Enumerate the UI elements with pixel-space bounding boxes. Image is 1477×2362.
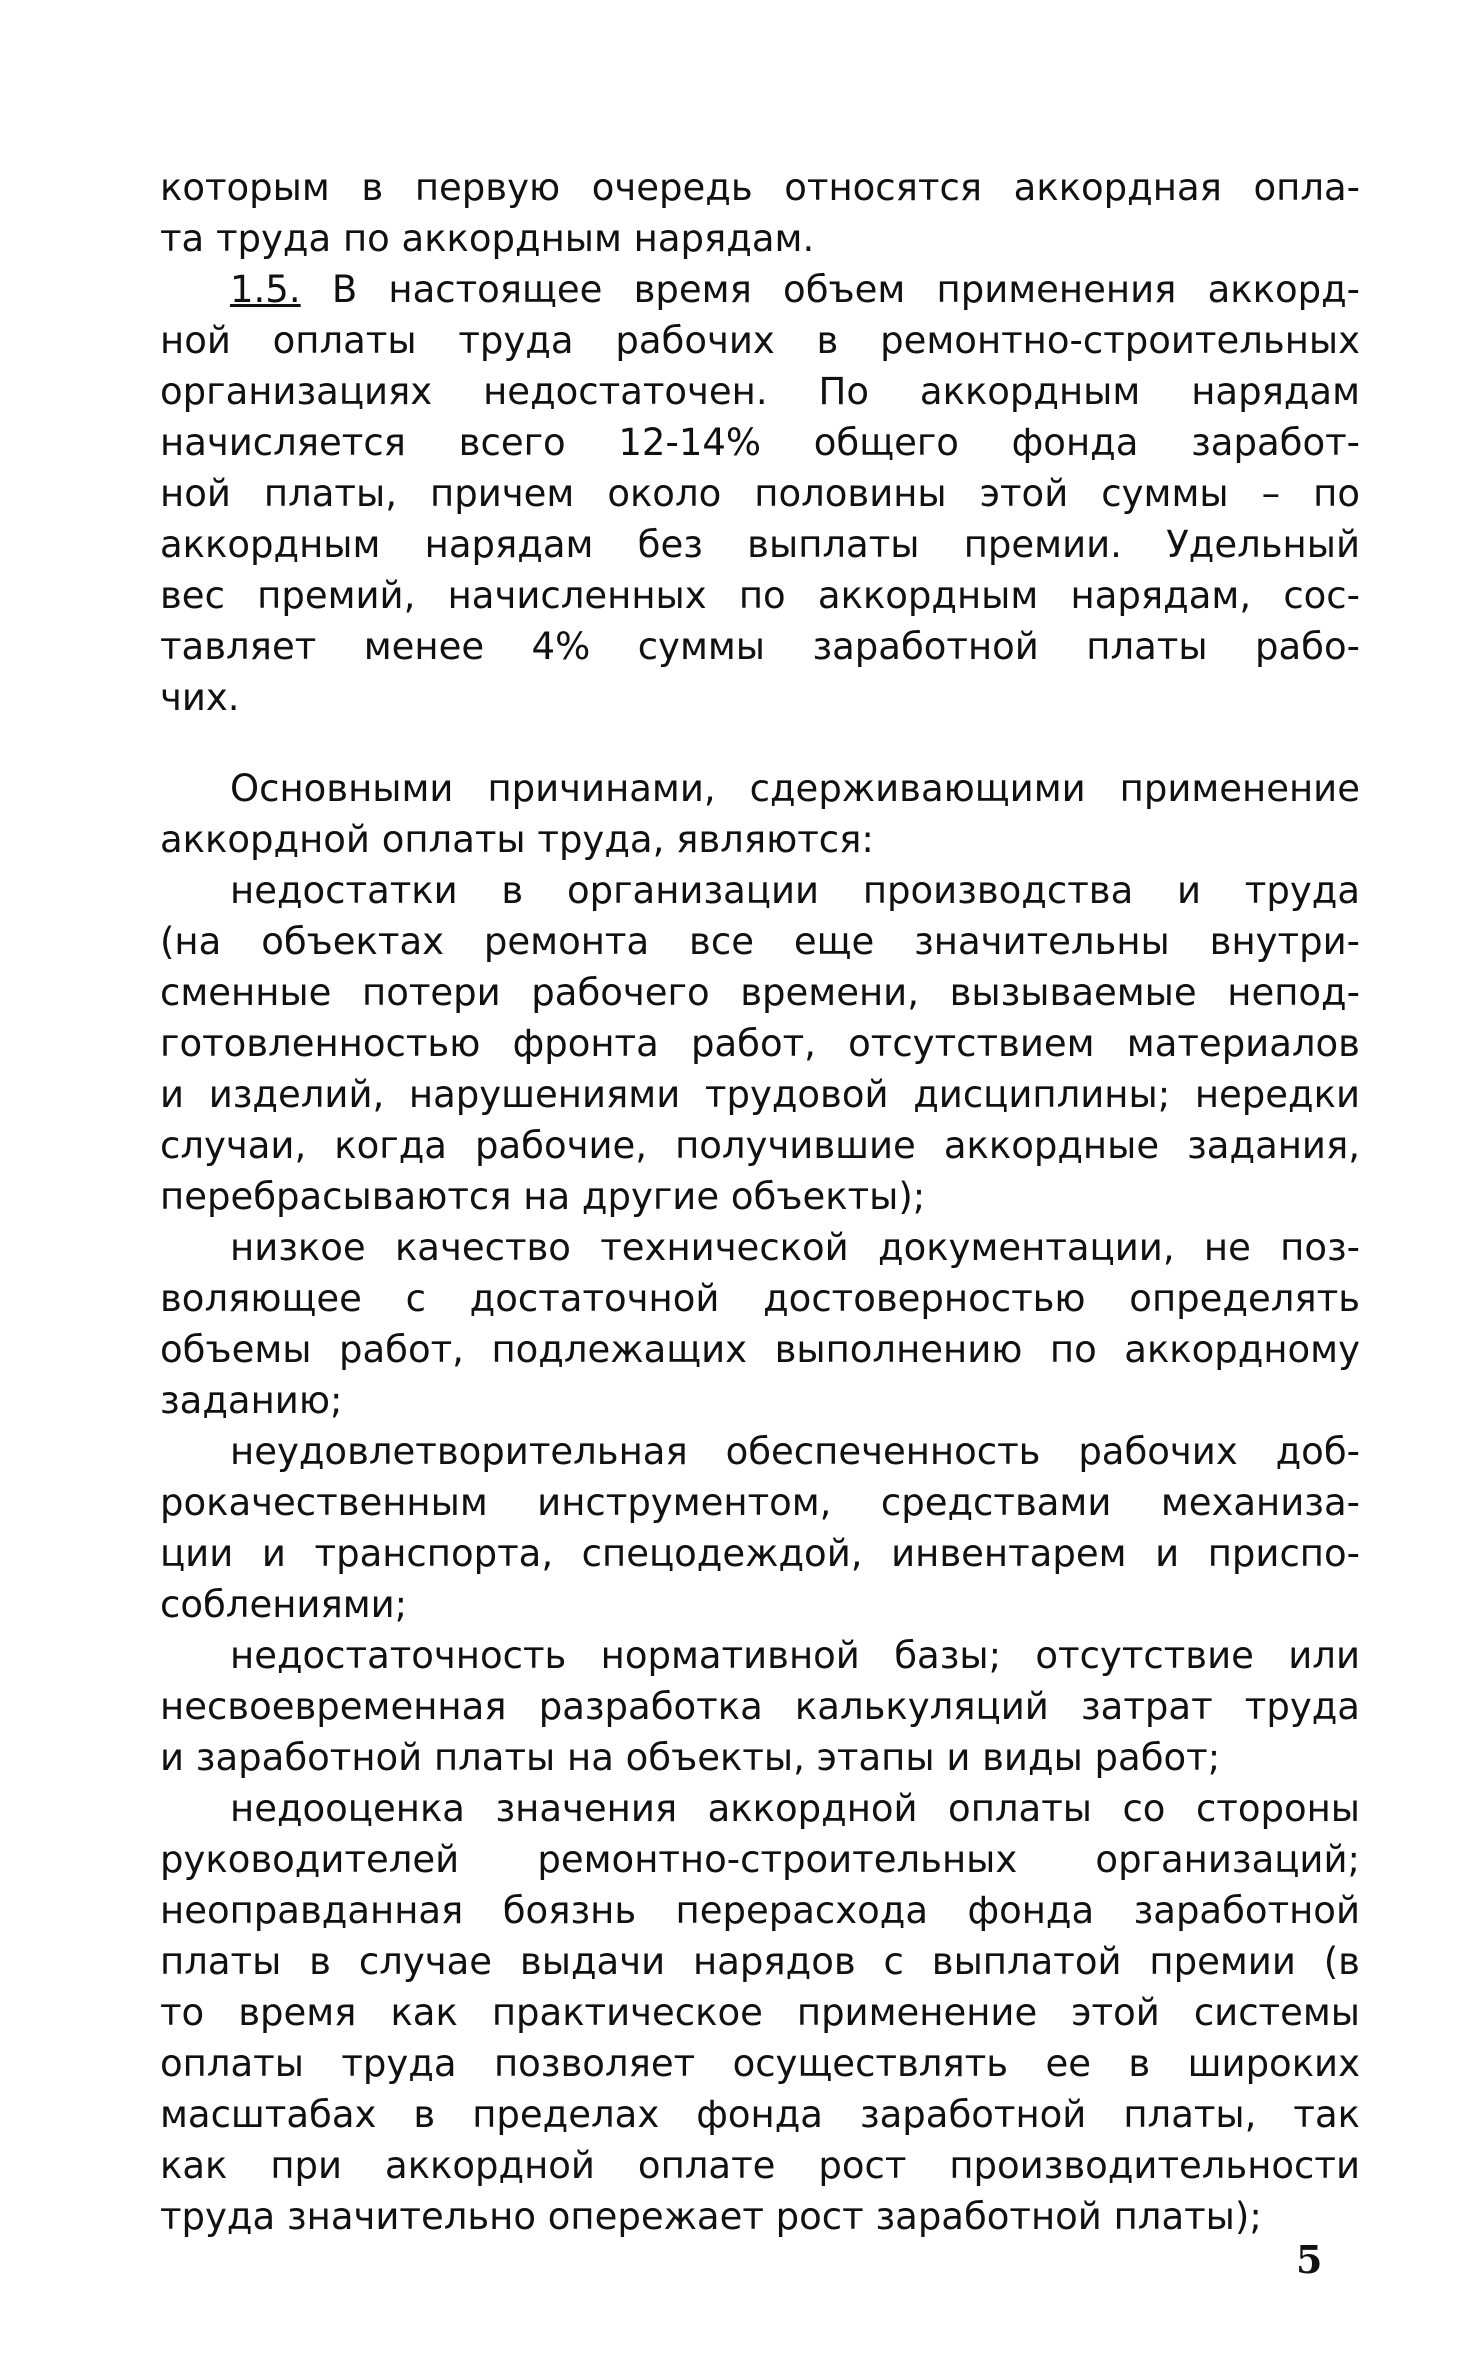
text-line: платы в случае выдачи нарядов с выплатой премии (в	[160, 1940, 1360, 1983]
text-line: то время как практическое применение этой системы	[160, 1991, 1360, 2034]
text-line: чих.	[160, 676, 240, 719]
text-line: масштабах в пределах фонда заработной платы, так	[160, 2093, 1360, 2136]
list-item-reason-3	[160, 1426, 1360, 1630]
paragraph-intro	[160, 162, 1360, 264]
text-line: организациях недостаточен. По аккордным нарядам	[160, 370, 1360, 413]
text-line: недостатки в организации производства и труда	[230, 869, 1360, 912]
text-line: труда значительно опережает рост заработной платы);	[160, 2195, 1262, 2238]
text-line: сменные потери рабочего времени, вызываемые непод-	[160, 971, 1360, 1014]
text-line: ной платы, причем около половины этой суммы – по	[160, 472, 1360, 515]
text-line: перебрасываются на другие объекты);	[160, 1175, 926, 1218]
text-line: недостаточность нормативной базы; отсутствие или	[230, 1634, 1360, 1677]
text-line: ции и транспорта, спецодеждой, инвентарем и приспо-	[160, 1532, 1360, 1575]
text-line: тавляет менее 4% суммы заработной платы рабо-	[160, 625, 1360, 668]
text-line: готовленностью фронта работ, отсутствием материалов	[160, 1022, 1360, 1065]
text-line: случаи, когда рабочие, получившие аккордные задания,	[160, 1124, 1360, 1167]
text-line: несвоевременная разработка калькуляций затрат труда	[160, 1685, 1360, 1728]
list-item-reason-5	[160, 1783, 1360, 2242]
text-line: та труда по аккордным нарядам.	[160, 217, 815, 260]
text-line: которым в первую очередь относятся аккордная опла-	[160, 166, 1360, 209]
page-number: 5	[1296, 2237, 1323, 2282]
paragraph-reasons	[160, 763, 1360, 865]
paragraph-gap	[160, 723, 1360, 763]
text-line: Основными причинами, сдерживающими применение	[230, 767, 1360, 810]
text-line: руководителей ремонтно-строительных организаций;	[160, 1838, 1360, 1881]
text-line: низкое качество технической документации, не поз-	[230, 1226, 1360, 1269]
text-line: оплаты труда позволяет осуществлять ее в широких	[160, 2042, 1360, 2085]
text-line: объемы работ, подлежащих выполнению по аккордному	[160, 1328, 1360, 1371]
text-line: вес премий, начисленных по аккордным нарядам, сос-	[160, 574, 1360, 617]
text-line: (на объектах ремонта все еще значительны внутри-	[160, 920, 1360, 963]
text-line: рокачественным инструментом, средствами механиза-	[160, 1481, 1360, 1524]
text-line: аккордной оплаты труда, являются:	[160, 818, 874, 861]
text-line: недооценка значения аккордной оплаты со стороны	[230, 1787, 1360, 1830]
paragraph-1-5	[160, 264, 1360, 723]
text-fragment: В настоящее время объем применения аккорд-	[331, 268, 1360, 311]
text-line: аккордным нарядам без выплаты премии. Удельный	[160, 523, 1360, 566]
page-body	[160, 162, 1360, 2242]
text-line: и изделий, нарушениями трудовой дисциплины; нередки	[160, 1073, 1360, 1116]
section-number: 1.5.	[230, 268, 301, 311]
list-item-reason-2	[160, 1222, 1360, 1426]
list-item-reason-1	[160, 865, 1360, 1222]
text-line: неоправданная боязнь перерасхода фонда заработной	[160, 1889, 1360, 1932]
text-line: воляющее с достаточной достоверностью определять	[160, 1277, 1360, 1320]
list-item-reason-4	[160, 1630, 1360, 1783]
text-line: как при аккордной оплате рост производительности	[160, 2144, 1360, 2187]
text-line: неудовлетворительная обеспеченность рабочих доб-	[230, 1430, 1360, 1473]
text-line: заданию;	[160, 1379, 343, 1422]
text-line: начисляется всего 12-14% общего фонда заработ-	[160, 421, 1360, 464]
text-line: ной оплаты труда рабочих в ремонтно-строительных	[160, 319, 1360, 362]
text-line: и заработной платы на объекты, этапы и виды работ;	[160, 1736, 1221, 1779]
text-line: соблениями;	[160, 1583, 408, 1626]
text-line	[160, 264, 1360, 315]
